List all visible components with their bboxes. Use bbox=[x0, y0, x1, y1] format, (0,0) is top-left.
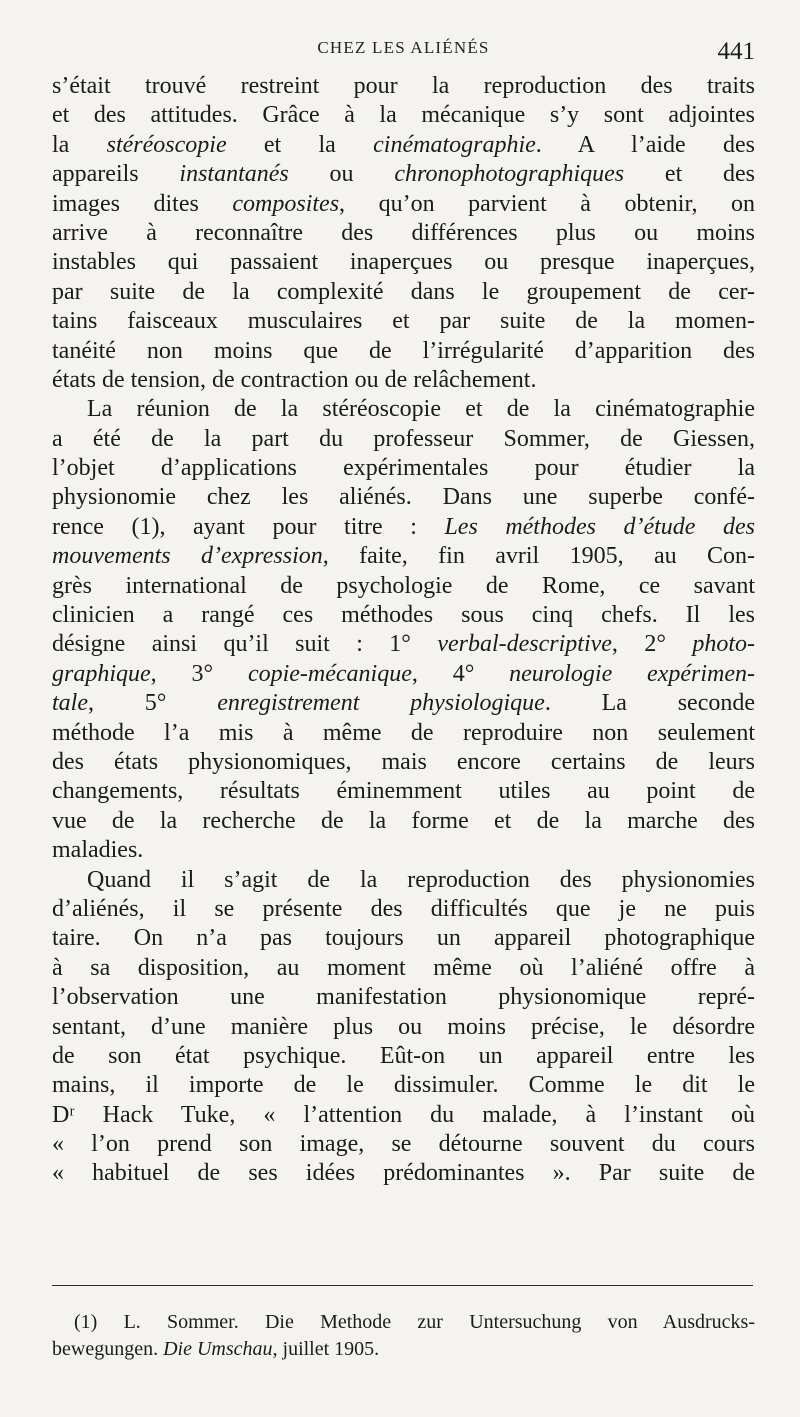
italic-term: tale bbox=[52, 690, 88, 717]
text-run: rence (1), ayant pour titre : bbox=[52, 513, 445, 540]
text-run: physionomie chez les aliénés. Dans une superbe confé- bbox=[52, 484, 755, 511]
page-number: 441 bbox=[717, 38, 755, 65]
text-run: , 5° bbox=[88, 690, 218, 717]
text-run: Quand il s’agit de la reproduction des physionomies bbox=[87, 866, 755, 893]
text-line bbox=[52, 1159, 755, 1188]
text-line bbox=[52, 131, 755, 160]
italic-term: instantanés bbox=[179, 161, 289, 188]
text-run: , faite, fin avril 1905, au Con- bbox=[322, 543, 755, 570]
text-line bbox=[52, 1071, 755, 1100]
text-run: et des bbox=[624, 161, 756, 188]
footnote-text: (1) L. Sommer. Die Methode zur Untersuchung von Ausdrucks- bbox=[74, 1311, 755, 1333]
text-run: changements, résultats éminemment utiles au point de bbox=[52, 778, 755, 805]
text-run: l’observation une manifestation physionomique repré- bbox=[52, 984, 755, 1011]
text-run: Dʳ Hack Tuke, « l’attention du malade, à l’instant où bbox=[52, 1101, 755, 1128]
italic-term: verbal-descriptive bbox=[437, 631, 612, 658]
footnote bbox=[52, 1309, 755, 1363]
text-line bbox=[52, 483, 755, 512]
text-run: états de tension, de contraction ou de relâchement. bbox=[52, 366, 537, 393]
text-run: et des attitudes. Grâce à la mécanique s’y sont adjointes bbox=[52, 102, 755, 129]
text-line bbox=[52, 1042, 755, 1071]
text-line bbox=[52, 807, 755, 836]
text-run: « habituel de ses idées prédominantes ». Par suite de bbox=[52, 1160, 755, 1187]
text-line bbox=[52, 366, 755, 395]
text-run: sentant, d’une manière plus ou moins précise, le désordre bbox=[52, 1013, 755, 1040]
italic-term: graphique bbox=[52, 660, 151, 687]
footnote-line bbox=[52, 1336, 755, 1363]
text-line bbox=[52, 425, 755, 454]
running-title: CHEZ LES ALIÉNÉS bbox=[317, 38, 490, 57]
text-run: a été de la part du professeur Sommer, de Giessen, bbox=[52, 425, 755, 452]
italic-term: chronophotographiques bbox=[394, 161, 625, 188]
italic-term: neurologie expérimen- bbox=[509, 660, 755, 687]
text-line bbox=[52, 836, 755, 865]
text-line bbox=[52, 895, 755, 924]
text-line bbox=[52, 866, 755, 895]
text-run: clinicien a rangé ces méthodes sous cinq chefs. Il les bbox=[52, 602, 755, 629]
text-line bbox=[52, 219, 755, 248]
text-line bbox=[52, 542, 755, 571]
text-run: de son état psychique. Eût-on un appareil entre les bbox=[52, 1042, 755, 1069]
text-line bbox=[52, 101, 755, 130]
text-run: taire. On n’a pas toujours un appareil photographique bbox=[52, 925, 755, 952]
text-line bbox=[52, 983, 755, 1012]
text-line bbox=[52, 601, 755, 630]
text-line bbox=[52, 689, 755, 718]
text-run: la bbox=[52, 131, 107, 158]
italic-term: composites bbox=[232, 190, 340, 217]
text-line bbox=[52, 72, 755, 101]
footnote-journal-title: Die Umschau bbox=[163, 1338, 273, 1360]
footnote-rule bbox=[52, 1285, 753, 1286]
text-run: désigne ainsi qu’il suit : 1° bbox=[52, 631, 438, 658]
italic-term: copie-mécanique bbox=[247, 660, 412, 687]
italic-title: mouvements d’expression bbox=[52, 543, 323, 570]
footnote-line bbox=[52, 1309, 755, 1336]
text-line bbox=[52, 454, 755, 483]
text-line bbox=[52, 572, 755, 601]
text-run: tanéité non moins que de l’irrégularité d’apparition des bbox=[52, 337, 755, 364]
text-line bbox=[52, 630, 755, 659]
text-run: La réunion de la stéréoscopie et de la cinématographie bbox=[87, 396, 755, 423]
text-run: méthode l’a mis à même de reproduire non seulement bbox=[52, 719, 755, 746]
italic-term: enregistrement physiologique bbox=[217, 690, 545, 717]
text-run: mains, il importe de le dissimuler. Comme le dit le bbox=[52, 1072, 755, 1099]
text-line bbox=[52, 748, 755, 777]
text-run: . La seconde bbox=[544, 690, 755, 717]
text-line bbox=[52, 307, 755, 336]
text-run: , 3° bbox=[150, 660, 248, 687]
text-line bbox=[52, 1013, 755, 1042]
text-line bbox=[52, 248, 755, 277]
text-run: , 2° bbox=[611, 631, 693, 658]
text-line bbox=[52, 337, 755, 366]
footnote-text: bewegungen. bbox=[52, 1338, 164, 1360]
text-run: vue de la recherche de la forme et de la marche des bbox=[52, 807, 755, 834]
text-run: appareils bbox=[52, 161, 180, 188]
text-line bbox=[52, 1130, 755, 1159]
italic-term: stéréoscopie bbox=[106, 131, 227, 158]
text-line bbox=[52, 278, 755, 307]
text-run: et la bbox=[226, 131, 374, 158]
footnote-text: , juillet 1905. bbox=[272, 1338, 380, 1360]
text-run: à sa disposition, au moment même où l’aliéné offre à bbox=[52, 954, 755, 981]
text-run: des états physionomiques, mais encore certains de leurs bbox=[52, 748, 755, 775]
text-line bbox=[52, 777, 755, 806]
italic-term: photo- bbox=[692, 631, 755, 658]
text-line bbox=[52, 513, 755, 542]
italic-title: Les méthodes d’étude des bbox=[444, 513, 755, 540]
text-run: , 4° bbox=[411, 660, 510, 687]
text-run: arrive à reconnaître des différences plus ou moins bbox=[52, 219, 755, 246]
text-line bbox=[52, 190, 755, 219]
text-run: grès international de psychologie de Rome, ce savant bbox=[52, 572, 755, 599]
text-line bbox=[52, 719, 755, 748]
text-line bbox=[52, 1101, 755, 1130]
text-line bbox=[52, 395, 755, 424]
text-run: d’aliénés, il se présente des difficultés que je ne puis bbox=[52, 895, 755, 922]
italic-term: cinématographie bbox=[373, 131, 536, 158]
text-run: maladies. bbox=[52, 837, 144, 864]
text-run: par suite de la complexité dans le groupement de cer- bbox=[52, 278, 755, 305]
text-run: « l’on prend son image, se détourne souvent du cours bbox=[52, 1131, 755, 1158]
text-run: instables qui passaient inaperçues ou presque inaperçues, bbox=[52, 249, 755, 276]
text-line bbox=[52, 954, 755, 983]
text-line bbox=[52, 924, 755, 953]
text-run: images dites bbox=[52, 190, 233, 217]
text-run: s’était trouvé restreint pour la reproduction des traits bbox=[52, 73, 755, 99]
body-text bbox=[52, 72, 755, 1189]
text-run: , qu’on parvient à obtenir, on bbox=[339, 190, 756, 217]
text-run: l’objet d’applications expérimentales pour étudier la bbox=[52, 455, 755, 482]
text-line bbox=[52, 660, 755, 689]
text-line bbox=[52, 160, 755, 189]
text-run: ou bbox=[288, 161, 395, 188]
text-run: . A l’aide des bbox=[535, 131, 755, 158]
text-run: tains faisceaux musculaires et par suite de la momen- bbox=[52, 308, 755, 335]
